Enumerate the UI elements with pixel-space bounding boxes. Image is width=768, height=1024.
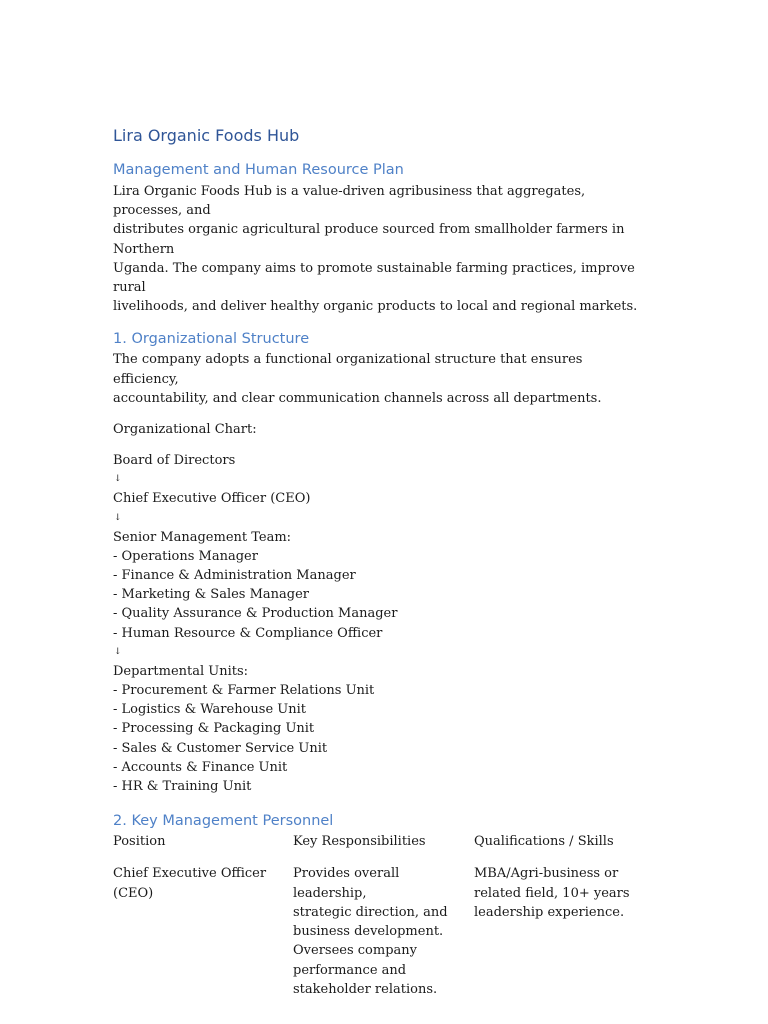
document-title: Lira Organic Foods Hub (113, 126, 300, 145)
intro-line: Uganda. The company aims to promote sustainable farming practices, improve rural (113, 260, 635, 296)
list-item: - HR & Training Unit (113, 779, 252, 795)
document-page (113, 125, 643, 999)
column-header-position: Position (113, 834, 166, 850)
org-board: Board of Directors (113, 453, 236, 469)
intro-line: livelihoods, and deliver healthy organic products to local and regional markets. (113, 299, 638, 315)
cell-line: leadership experience. (474, 904, 625, 920)
list-item: - Logistics & Warehouse Unit (113, 702, 306, 718)
intro-line: Lira Organic Foods Hub is a value-driven agribusiness that aggregates, processes, and (113, 184, 586, 219)
down-arrow-icon: ↓ (114, 646, 122, 657)
departmental-units-list (113, 681, 643, 796)
list-item: - Accounts & Finance Unit (113, 759, 288, 775)
list-item: - Sales & Customer Service Unit (113, 740, 328, 756)
org-chart (113, 451, 643, 796)
table-header-row (113, 832, 643, 864)
cell-line: related field, 10+ years (474, 885, 630, 901)
list-item: - Procurement & Farmer Relations Unit (113, 683, 375, 699)
section-heading-organizational-structure: 1. Organizational Structure (113, 331, 310, 348)
list-item: - Human Resource & Compliance Officer (113, 625, 383, 641)
intro-paragraph (113, 182, 643, 316)
cell-line: strategic direction, and (293, 904, 448, 920)
senior-management-list (113, 547, 643, 643)
list-item: - Quality Assurance & Production Manager (113, 606, 398, 622)
list-item: - Processing & Packaging Unit (113, 721, 315, 737)
paragraph-line: The company adopts a functional organizational structure that ensures efficiency, (113, 352, 583, 387)
column-header-qualifications: Qualifications / Skills (474, 834, 614, 850)
org-senior-label: Senior Management Team: (113, 529, 292, 545)
org-units-label: Departmental Units: (113, 663, 249, 679)
list-item: - Marketing & Sales Manager (113, 587, 310, 603)
org-chart-label: Organizational Chart: (113, 422, 257, 438)
list-item: - Operations Manager (113, 548, 258, 564)
cell-line: (CEO) (113, 885, 154, 901)
cell-qualifications (474, 864, 643, 998)
down-arrow-icon: ↓ (114, 512, 122, 523)
table-row (113, 864, 643, 998)
section-heading-key-management-personnel: 2. Key Management Personnel (113, 813, 334, 830)
down-arrow-icon: ↓ (114, 474, 122, 485)
intro-line: distributes organic agricultural produce sourced from smallholder farmers in Northern (113, 222, 625, 257)
cell-line: performance and (293, 962, 407, 978)
cell-responsibilities (293, 864, 474, 998)
cell-line: Chief Executive Officer (113, 866, 267, 882)
cell-line: Provides overall leadership, (293, 866, 400, 901)
list-item: - Finance & Administration Manager (113, 568, 356, 584)
cell-line: MBA/Agri-business or (474, 866, 619, 882)
org-ceo: Chief Executive Officer (CEO) (113, 491, 311, 507)
cell-line: business development. (293, 924, 444, 940)
cell-line: Oversees company (293, 943, 417, 959)
cell-position (113, 864, 293, 998)
organizational-structure-paragraph (113, 350, 643, 408)
personnel-table (113, 832, 643, 999)
paragraph-line: accountability, and clear communication channels across all departments. (113, 390, 602, 406)
cell-line: stakeholder relations. (293, 981, 438, 997)
document-subtitle: Management and Human Resource Plan (113, 162, 404, 178)
column-header-responsibilities: Key Responsibilities (293, 834, 426, 850)
